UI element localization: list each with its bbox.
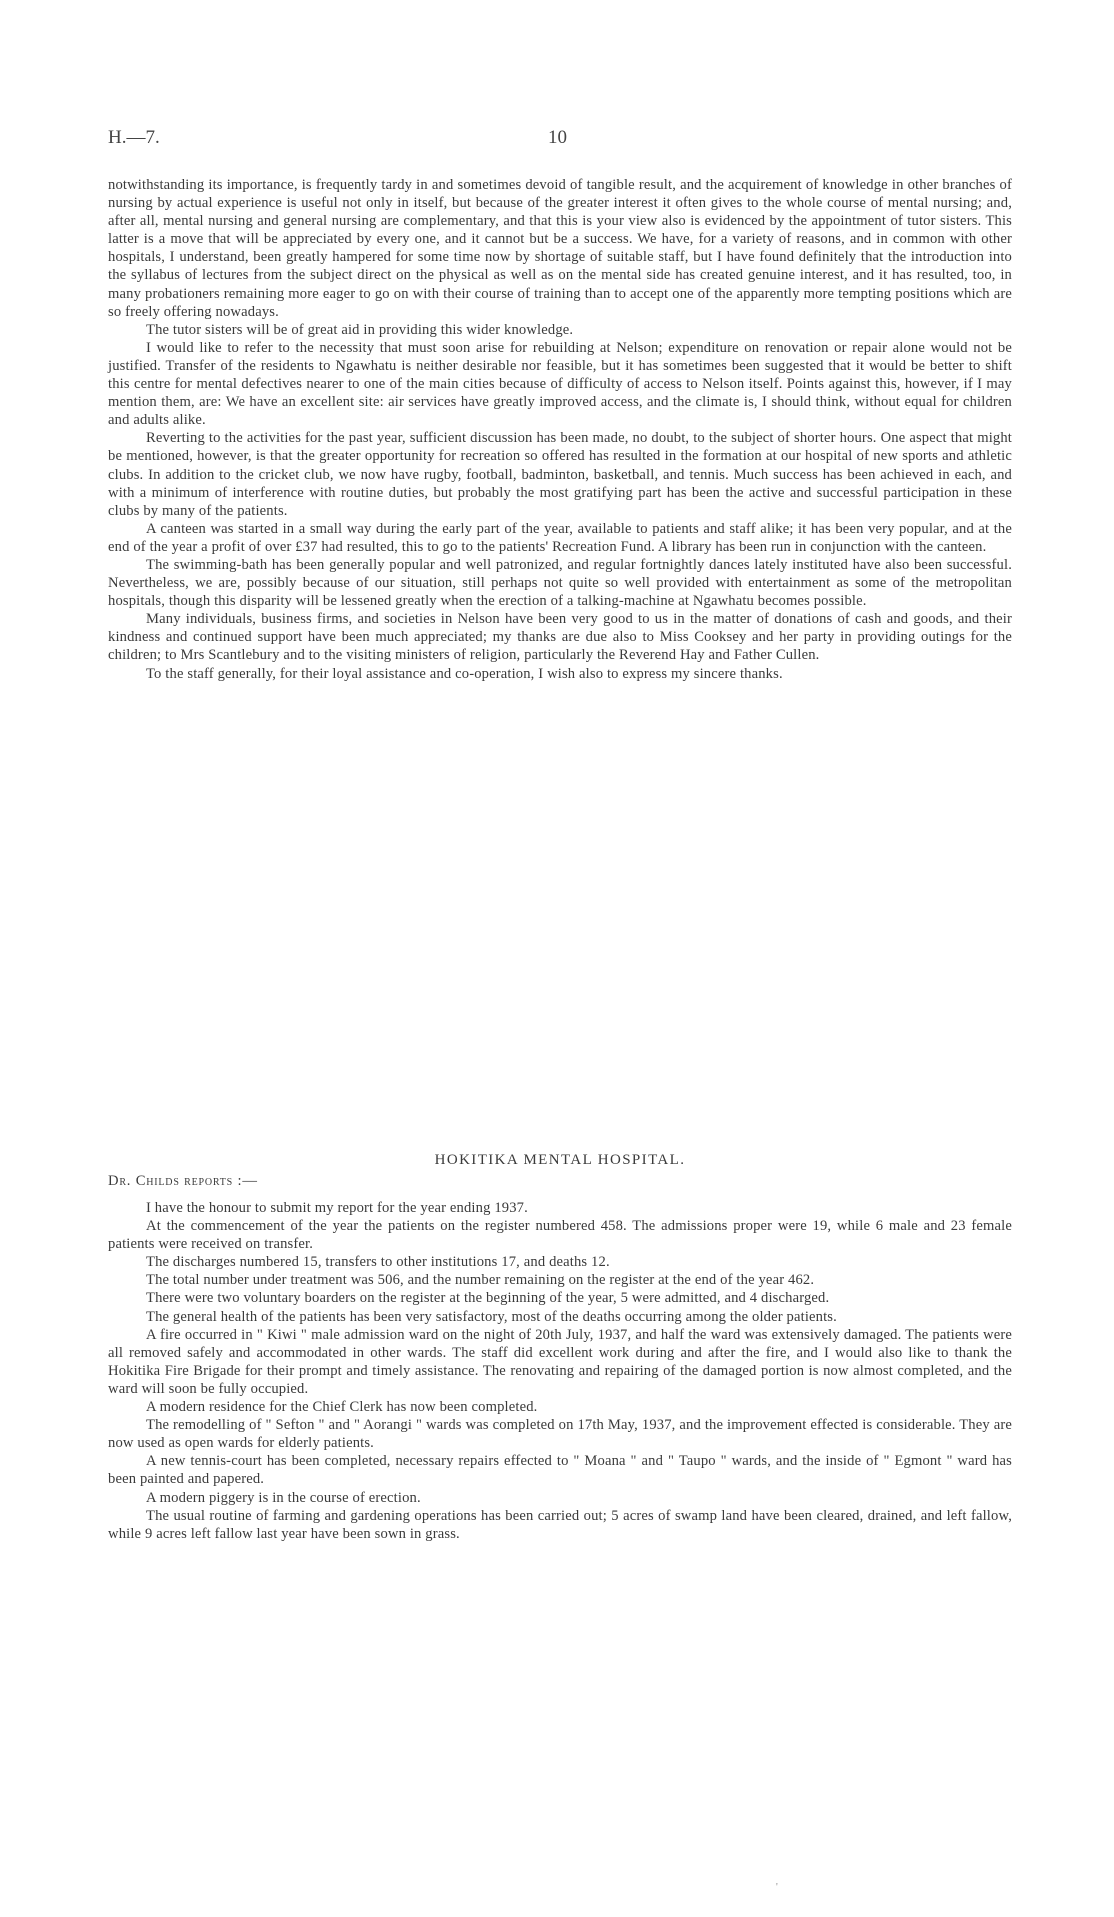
nelson-report-continuation <box>108 176 1012 683</box>
hokitika-report <box>108 1199 1012 1543</box>
paragraph: A fire occurred in " Kiwi " male admission ward on the night of 20th July, 1937, and half the ward was extensively damaged. The patients were all removed safely and accommodated in other wards. The staff did excellent work during and after the fire, and I would also like to thank the Hokitika Fire Brigade for their prompt and timely assistance. The renovating and repairing of the damaged portion is now almost completed, and the ward will soon be fully occupied. <box>108 1326 1012 1397</box>
paragraph: To the staff generally, for their loyal assistance and co-operation, I wish also to express my sincere thanks. <box>146 665 783 682</box>
paragraph: I have the honour to submit my report for the year ending 1937. <box>146 1200 528 1216</box>
paragraph: A modern residence for the Chief Clerk has now been completed. <box>146 1399 538 1416</box>
report-reference: H.—7. <box>108 127 160 148</box>
paragraph: The tutor sisters will be of great aid in providing this wider knowledge. <box>146 321 574 338</box>
paragraph: The general health of the patients has been very satisfactory, most of the deaths occurring among the older patients. <box>146 1308 837 1325</box>
reporter-line <box>108 1173 258 1190</box>
paragraph: The usual routine of farming and gardening operations has been carried out; 5 acres of swamp land have been cleared, drained, and left fallow, while 9 acres left fallow last year have been sown in grass. <box>108 1507 1012 1542</box>
paragraph: At the commencement of the year the patients on the register numbered 458. The admissions proper were 19, while 6 male and 23 female patients were received on transfer. <box>108 1218 1012 1253</box>
paragraph: The swimming-bath has been generally popular and well patronized, and regular fortnightly dances lately instituted have also been successful. Nevertheless, we are, possibly because of our situation, still perhaps not quite so well provided with entertainment as some of the metropolitan hospitals, though this disparity will be lessened greatly when the erection of a talking-machine at Ngawhatu becomes possible. <box>108 556 1012 610</box>
paragraph: I would like to refer to the necessity that must soon arise for rebuilding at Nelson; expenditure on renovation or repair alone would not be justified. Transfer of the residents to Ngawhatu is neither desirable nor feasible, but it has sometimes been suggested that it would be better to shift this centre for mental defectives nearer to one of the main cities because of difficulty of access to Nelson itself. Points against this, however, if I may mention them, are: We have an excellent site: air services have greatly improved access, and the climate is, I should think, without equal for children and adults alike. <box>108 339 1012 429</box>
paragraph: A modern piggery is in the course of erection. <box>146 1489 421 1506</box>
paragraph: There were two voluntary boarders on the register at the beginning of the year, 5 were admitted, and 4 discharged. <box>146 1290 830 1307</box>
paragraph: Many individuals, business firms, and societies in Nelson have been very good to us in the matter of donations of cash and goods, and their kindness and continued support have been much appreciated; my thanks are due also to Miss Cooksey and her party in providing outings for the children; to Mrs Scantlebury and to the visiting ministers of religion, particularly the Reverend Hay and Father Cullen. <box>108 611 1012 664</box>
page-number: 10 <box>548 127 567 148</box>
paragraph: A new tennis-court has been completed, necessary repairs effected to " Moana " and " Taupo " wards, and the inside of " Egmont " ward has been painted and papered. <box>108 1453 1012 1488</box>
section-heading: HOKITIKA MENTAL HOSPITAL. <box>434 1152 686 1168</box>
paragraph: The total number under treatment was 506, and the number remaining on the register at the end of the year 462. <box>146 1272 815 1289</box>
reporter-text: Dr. Childs reports :— <box>108 1173 258 1189</box>
paragraph: The remodelling of " Sefton " and " Aorangi " wards was completed on 17th May, 1937, and the improvement effected is considerable. They are now used as open wards for elderly patients. <box>108 1417 1012 1452</box>
page-mark: ' <box>776 1882 778 1893</box>
paragraph: notwithstanding its importance, is frequently tardy in and sometimes devoid of tangible result, and the acquirement of knowledge in other branches of nursing by actual experience is useful not only in itself, but because of the greater interest it often gives to the whole course of mental nursing; and, after all, mental nursing and general nursing are complementary, and that this is your view also is evidenced by the appointment of tutor sisters. This latter is a move that will be appreciated by every one, and it cannot but be a success. We have, for a variety of reasons, and in common with other hospitals, I understand, been greatly hampered for some time now by shortage of suitable staff, but I have found definitely that the introduction into the syllabus of lectures from the subject direct on the physical as well as on the mental side has created genuine interest, and it has resulted, too, in many probationers remaining more eager to go on with their course of training than to accept one of the apparently more tempting positions which are so freely offering nowadays. <box>108 177 1012 320</box>
paragraph: A canteen was started in a small way during the early part of the year, available to patients and staff alike; it has been very popular, and at the end of the year a profit of over £37 had resulted, this to go to the patients' Recreation Fund. A library has been run in conjunction with the canteen. <box>108 520 1012 555</box>
paragraph: The discharges numbered 15, transfers to other institutions 17, and deaths 12. <box>146 1254 610 1271</box>
paragraph: Reverting to the activities for the past year, sufficient discussion has been made, no doubt, to the subject of shorter hours. One aspect that might be mentioned, however, is that the greater opportunity for recreation so offered has resulted in the formation at our hospital of new sports and athletic clubs. In addition to the cricket club, we now have rugby, football, badminton, basketball, and tennis. Much success has been achieved in each, and with a minimum of interference with routine duties, but probably the most gratifying part has been the active and successful participation in these clubs by many of the patients. <box>108 430 1012 519</box>
